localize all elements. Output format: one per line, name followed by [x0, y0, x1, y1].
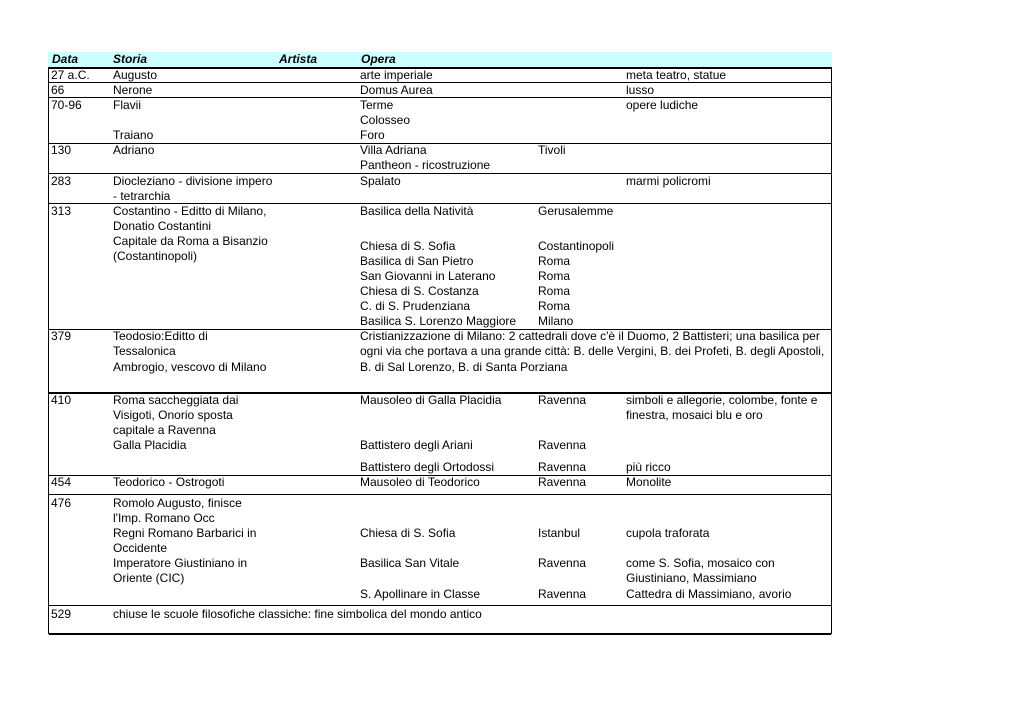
history-cell: Roma saccheggiata dai	[113, 393, 239, 407]
row-divider	[49, 633, 831, 635]
work-cell: B. di Sal Lorenzo, B. di Santa Porziana	[360, 360, 568, 374]
date-cell: 283	[51, 174, 72, 188]
history-cell: - tetrarchia	[113, 189, 171, 203]
note-cell: opere ludiche	[626, 98, 699, 112]
row-divider	[49, 494, 831, 495]
work-cell: Colosseo	[360, 113, 411, 127]
place-cell: Roma	[538, 299, 571, 313]
date-cell: 454	[51, 475, 72, 489]
work-cell: Spalato	[360, 174, 401, 188]
history-cell: Diocleziano - divisione impero	[113, 174, 273, 188]
date-cell: 476	[51, 496, 72, 510]
work-cell: Mausoleo di Galla Placidia	[360, 393, 502, 407]
note-cell: Cattedra di Massimiano, avorio	[626, 587, 792, 601]
row-divider	[49, 97, 831, 98]
note-cell: più ricco	[626, 460, 671, 474]
note-cell: come S. Sofia, mosaico con	[626, 556, 775, 570]
history-cell: Adriano	[113, 143, 155, 157]
history-cell: Visigoti, Onorio sposta	[113, 408, 233, 422]
note-cell: finestra, mosaici blu e oro	[626, 408, 763, 422]
history-cell: Occidente	[113, 541, 168, 555]
date-cell: 529	[51, 607, 72, 621]
place-cell: Ravenna	[538, 438, 587, 452]
history-cell: Romolo Augusto, finisce	[113, 496, 242, 510]
work-cell: Battistero degli Ortodossi	[360, 460, 495, 474]
note-cell: cupola traforata	[626, 526, 710, 540]
note-cell: Giustiniano, Massimiano	[626, 571, 757, 585]
work-cell: Battistero degli Ariani	[360, 438, 473, 452]
place-cell: Roma	[538, 284, 571, 298]
work-cell: C. di S. Prudenziana	[360, 299, 471, 313]
date-cell: 66	[51, 83, 65, 97]
history-cell: Traiano	[113, 128, 154, 142]
date-cell: 27 a.C.	[51, 68, 90, 82]
place-cell: Ravenna	[538, 393, 587, 407]
header-opera: Opera	[361, 52, 396, 66]
work-cell: Domus Aurea	[360, 83, 433, 97]
work-cell: Terme	[360, 98, 394, 112]
note-cell: simboli e allegorie, colombe, fonte e	[626, 393, 818, 407]
work-cell: Chiesa di S. Costanza	[360, 284, 479, 298]
work-cell: Mausoleo di Teodorico	[360, 475, 480, 489]
place-cell: Gerusalemme	[538, 204, 614, 218]
history-cell: Nerone	[113, 83, 153, 97]
work-cell: Basilica della Natività	[360, 204, 474, 218]
history-cell: (Costantinopoli)	[113, 249, 198, 263]
work-cell: Pantheon - ricostruzione	[360, 158, 491, 172]
work-cell: ogni via che portava a una grande città: B. delle Vergini, B. dei Profeti, B. degli Apostoli,	[360, 344, 825, 358]
place-cell: Istanbul	[538, 526, 581, 540]
place-cell: Roma	[538, 269, 571, 283]
history-cell: Imperatore Giustiniano in	[113, 556, 248, 570]
work-cell: arte imperiale	[360, 68, 433, 82]
header-storia: Storia	[113, 52, 148, 66]
work-cell: Chiesa di S. Sofia	[360, 526, 456, 540]
place-cell: Roma	[538, 254, 571, 268]
history-cell: Ambrogio, vescovo di Milano	[113, 360, 267, 374]
date-cell: 410	[51, 393, 72, 407]
history-cell: Oriente (CIC)	[113, 571, 185, 585]
history-cell: Teodorico - Ostrogoti	[113, 475, 225, 489]
history-cell: Capitale da Roma a Bisanzio	[113, 234, 268, 248]
date-cell: 313	[51, 204, 72, 218]
history-table	[48, 67, 832, 634]
work-cell: Basilica di San Pietro	[360, 254, 474, 268]
history-cell: capitale a Ravenna	[113, 423, 216, 437]
work-cell: Chiesa di S. Sofia	[360, 239, 456, 253]
history-cell: Flavii	[113, 98, 142, 112]
history-cell: Teodosio:Editto di	[113, 329, 208, 343]
note-cell: Monolite	[626, 475, 672, 489]
date-cell: 130	[51, 143, 72, 157]
place-cell: Ravenna	[538, 460, 587, 474]
history-cell: Donatio Costantini	[113, 219, 212, 233]
note-cell: lusso	[626, 83, 655, 97]
place-cell: Ravenna	[538, 587, 587, 601]
history-cell: Tessalonica	[113, 344, 176, 358]
history-cell: Augusto	[113, 68, 158, 82]
header-artista: Artista	[279, 52, 318, 66]
row-divider	[49, 605, 831, 606]
place-cell: Milano	[538, 314, 574, 328]
note-cell: marmi policromi	[626, 174, 711, 188]
work-cell: Cristianizzazione di Milano: 2 cattedrali dove c'è il Duomo, 2 Battisteri; una basilica per	[360, 329, 820, 343]
work-cell: Villa Adriana	[360, 143, 427, 157]
place-cell: Ravenna	[538, 475, 587, 489]
history-cell: Galla Placidia	[113, 438, 187, 452]
history-cell: chiuse le scuole filosofiche classiche: fine simbolica del mondo antico	[113, 607, 482, 621]
place-cell: Costantinopoli	[538, 239, 615, 253]
history-cell: Costantino - Editto di Milano,	[113, 204, 267, 218]
work-cell: San Giovanni in Laterano	[360, 269, 496, 283]
work-cell: S. Apollinare in Classe	[360, 587, 481, 601]
place-cell: Ravenna	[538, 556, 587, 570]
table-header	[48, 52, 832, 67]
date-cell: 379	[51, 329, 72, 343]
place-cell: Tivoli	[538, 143, 566, 157]
history-cell: Regni Romano Barbarici in	[113, 526, 257, 540]
history-cell: l'Imp. Romano Occ	[113, 511, 215, 525]
header-data: Data	[52, 52, 79, 66]
note-cell: meta teatro, statue	[626, 68, 727, 82]
row-divider	[49, 143, 831, 144]
date-cell: 70-96	[51, 98, 82, 112]
work-cell: Basilica S. Lorenzo Maggiore	[360, 314, 517, 328]
work-cell: Foro	[360, 128, 385, 142]
work-cell: Basilica San Vitale	[360, 556, 460, 570]
